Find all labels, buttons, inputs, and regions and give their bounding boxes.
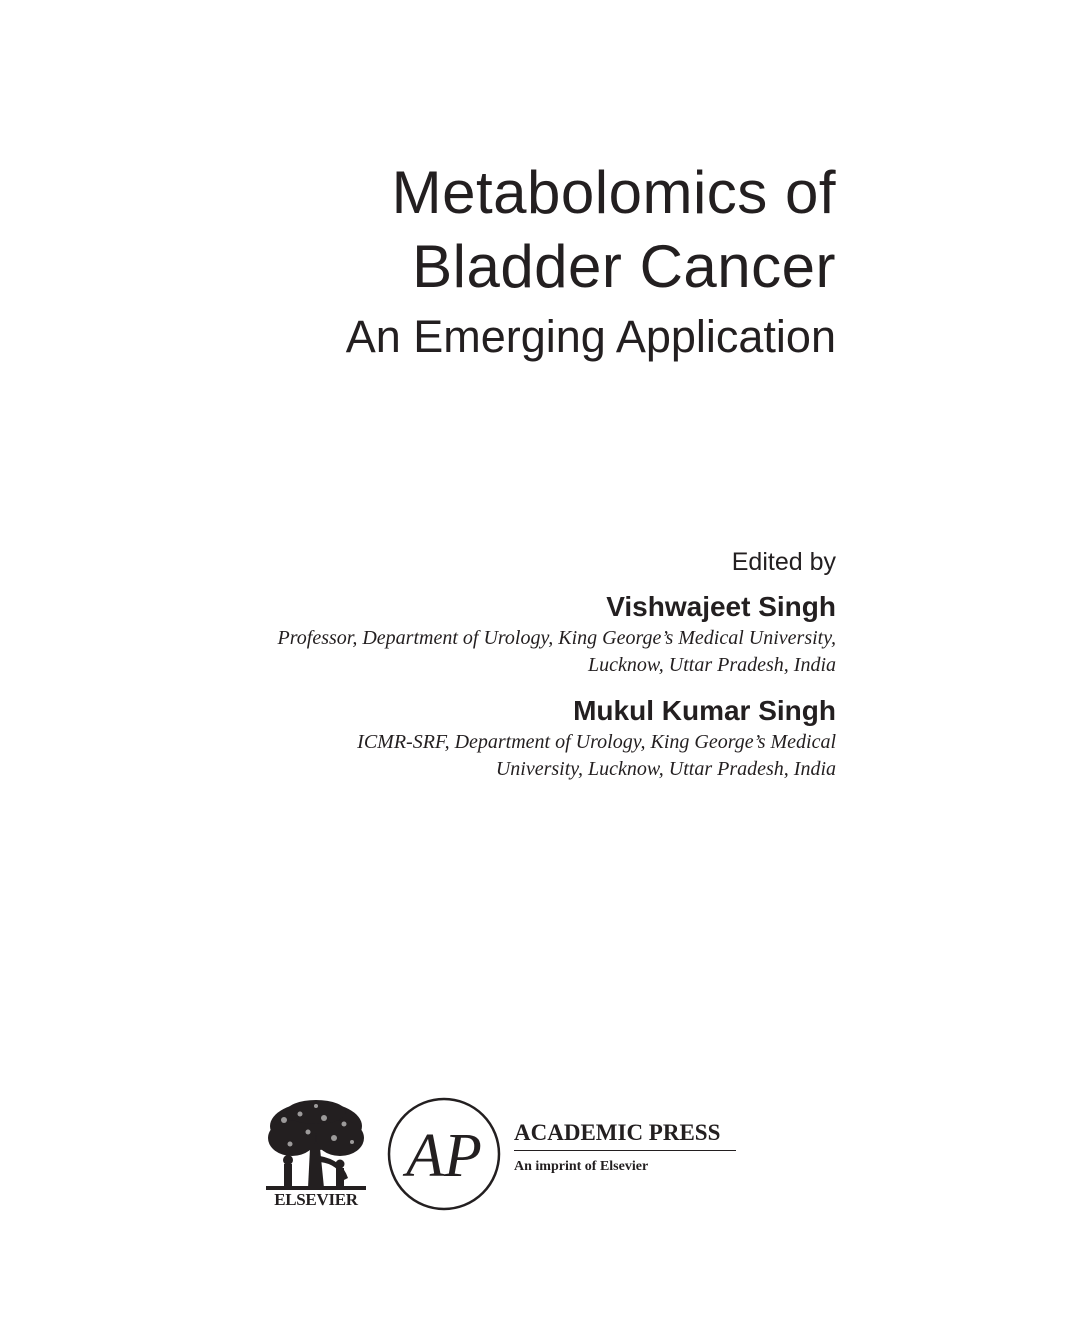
editor-affiliation-line: Professor, Department of Urology, King George’s Medical University,	[277, 627, 836, 649]
editors-section	[278, 545, 836, 783]
publisher-name: ACADEMIC PRESS	[514, 1120, 736, 1151]
edited-by-label: Edited by	[731, 548, 836, 576]
editor-block	[278, 693, 836, 783]
title-block	[346, 156, 836, 366]
publisher-imprint: An imprint of Elsevier	[514, 1159, 649, 1174]
editor-name: Mukul Kumar Singh	[573, 695, 836, 726]
publisher-block	[514, 1120, 736, 1175]
editor-affiliation-line: ICMR-SRF, Department of Urology, King George’s Medical	[357, 731, 836, 753]
ap-monogram-text: AP	[406, 1122, 482, 1190]
academic-press-ap-logo-icon	[386, 1096, 502, 1212]
editor-affiliation-line: University, Lucknow, Uttar Pradesh, India	[495, 758, 836, 780]
elsevier-wordmark: ELSEVIER	[274, 1190, 358, 1209]
title-line-2: Bladder Cancer	[412, 233, 836, 300]
title-line-1: Metabolomics of	[391, 159, 836, 226]
editor-block	[278, 589, 836, 679]
editor-affiliation-line: Lucknow, Uttar Pradesh, India	[588, 654, 836, 676]
subtitle: An Emerging Application	[345, 311, 836, 362]
editor-name: Vishwajeet Singh	[606, 591, 836, 622]
